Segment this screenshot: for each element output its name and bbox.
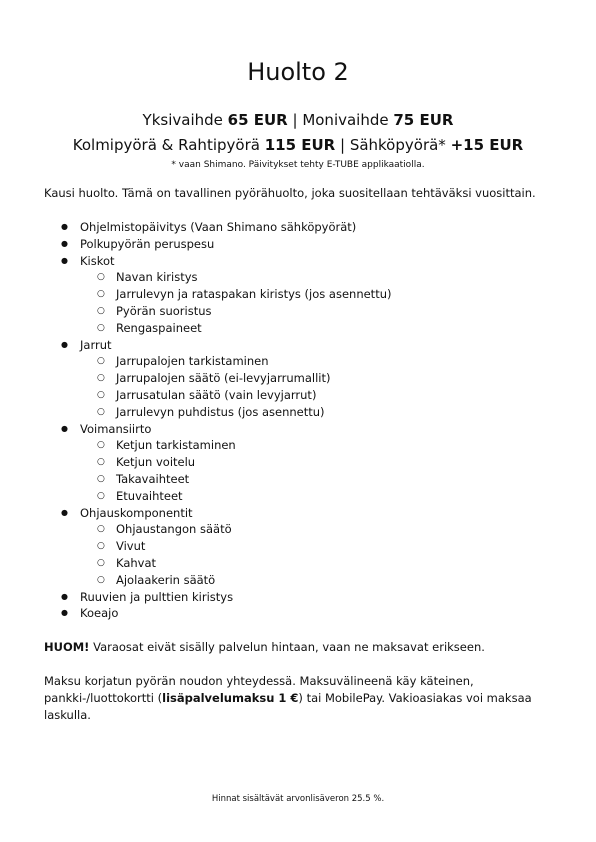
notice-text: Varaosat eivät sisälly palvelun hintaan, vaan ne maksavat erikseen. [89,640,485,654]
payment-text-2: ) tai MobilePay. Vakioasiakas voi maksaa laskulla. [44,691,532,722]
service-item [44,589,564,606]
service-sub-item: ○ Pyörän suoristus [80,303,564,320]
service-item-label: Voimansiirto [80,421,152,436]
service-sub-item: ○ Jarrupalojen säätö (ei-levyjarrumallit) [80,370,564,387]
service-item [44,253,564,337]
notice [44,639,564,655]
service-sub-item: ○ Jarrulevyn puhdistus (jos asennettu) [80,404,564,421]
payment-info [44,673,554,724]
single-speed-label: Yksivaihde [142,111,228,129]
service-sub-item: ○ Jarrulevyn ja rataspakan kiristys (jos asennettu) [80,286,564,303]
service-item [44,337,564,421]
intro-text: Kausi huolto. Tämä on tavallinen pyörähuolto, joka suositellaan tehtäväksi vuosittain. [44,186,536,200]
page-title: Huolto 2 [247,58,349,86]
ebike-price: +15 EUR [450,136,524,154]
ebike-label: Sähköpyörä* [349,136,451,154]
notice-label: HUOM! [44,640,90,654]
service-sub-list [80,353,564,420]
price-footnote: * vaan Shimano. Päivitykset tehty E-TUBE applikaatiolla. [171,160,425,170]
service-sub-item: ○ Kahvat [80,555,564,572]
service-sub-item: ○ Jarrusatulan säätö (vain levyjarrut) [80,387,564,404]
service-sub-list [80,437,564,504]
payment-fee: lisäpalvelumaksu 1 € [162,691,299,705]
price-separator: | [287,111,303,129]
service-item [44,605,564,622]
service-sub-item: ○ Vivut [80,538,564,555]
service-item-label: Koeajo [80,606,119,621]
service-item [44,505,564,589]
cargo-bike-label: Kolmipyörä & Rahtipyörä [72,136,265,154]
service-list [44,219,564,622]
service-item [44,421,564,505]
payment-text-1: Maksu korjatun pyörän noudon yhteydessä. Maksuvälineenä käy käteinen, pankki-/luottokortti ( [44,674,474,705]
service-sub-item: ○ Ketjun tarkistaminen [80,437,564,454]
service-item [44,219,564,236]
service-item-label: Jarrut [80,337,112,352]
service-sub-list [80,521,564,588]
service-sub-item: ○ Ajolaakerin säätö [80,572,564,589]
service-sub-item: ○ Jarrupalojen tarkistaminen [80,353,564,370]
service-item-label: Ruuvien ja pulttien kiristys [80,589,234,604]
service-item-label: Ohjauskomponentit [80,505,193,520]
price-line-2 [0,133,596,158]
service-item-label: Polkupyörän peruspesu [80,236,215,251]
single-speed-price: 65 EUR [227,111,288,129]
service-sub-list [80,269,564,336]
service-item-label: Kiskot [80,253,115,268]
service-sub-item: ○ Navan kiristys [80,269,564,286]
service-sub-item: ○ Takavaihteet [80,471,564,488]
price-line-1 [0,108,596,133]
service-sub-item: ○ Etuvaihteet [80,488,564,505]
vat-footer: Hinnat sisältävät arvonlisäveron 25.5 %. [211,794,385,804]
service-item [44,236,564,253]
multi-speed-price: 75 EUR [393,111,454,129]
service-sub-item: ○ Ohjaustangon säätö [80,521,564,538]
service-sub-item: ○ Ketjun voitelu [80,454,564,471]
service-sub-item: ○ Rengaspaineet [80,320,564,337]
multi-speed-label: Monivaihde [302,111,394,129]
price-separator: | [335,136,350,154]
price-block [0,108,596,171]
cargo-bike-price: 115 EUR [264,136,336,154]
service-item-label: Ohjelmistopäivitys (Vaan Shimano sähköpyörät) [80,220,357,234]
